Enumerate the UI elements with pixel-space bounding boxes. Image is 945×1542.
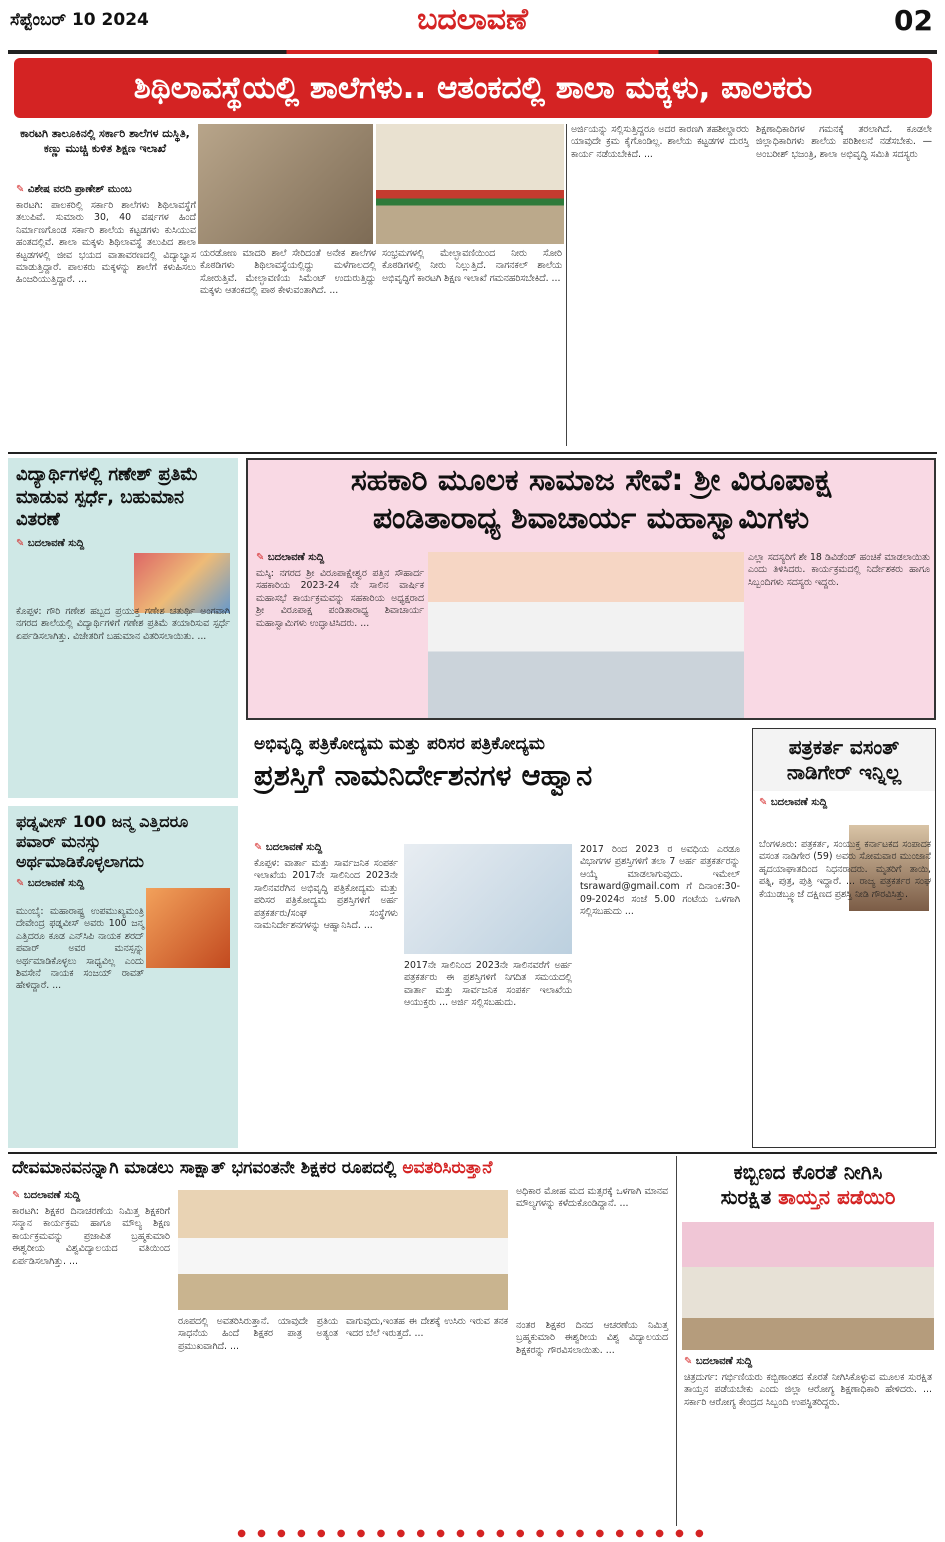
story6-headline-1: ಪತ್ರಕರ್ತ ವಸಂತ್ bbox=[753, 729, 935, 760]
page-number: 02 bbox=[894, 4, 933, 37]
edition-date: ಸೆಪ್ಟೆಂಬರ್ 10 2024 bbox=[10, 10, 149, 30]
story5-col3: 2017 ರಿಂದ 2023 ರ ಅವಧಿಯ ಎರಡೂ ವಿಭಾಗಗಳ ಪ್ರಶಸ್ತಿಗಳಿಗೆ ತಲಾ 7 ಅರ್ಹ ಪತ್ರಕರ್ತರನ್ನು ಆಯ್ಕೆ ಮಾಡಲಾಗುವುದು. ಇಮೇಲ್ tsraward@gmail.com ಗೆ ದಿನಾಂಕ:30-09-2024ರ ಸಂಜೆ 5.00 ಗಂಟೆಯ ಒಳಗಾಗಿ ಸಲ್ಲಿಸಬಹುದು ... bbox=[580, 844, 740, 918]
story3-photo bbox=[146, 888, 230, 968]
story5-col2: 2017ನೇ ಸಾಲಿನಿಂದ 2023ನೇ ಸಾಲಿನವರೆಗೆ ಅರ್ಹ ಪತ್ರಕರ್ತರು ಈ ಪ್ರಶಸ್ತಿಗಳಿಗೆ ನಿಗದಿತ ಸಮಯದಲ್ಲಿ ವಾರ್ತಾ ಮತ್ತು ಸಾರ್ವಜನಿಕ ಸಂಪರ್ಕ ಇಲಾಖೆಯ ಆಯುಕ್ತರು ... ಅರ್ಜಿ ಸಲ್ಲಿಸಬಹುದು. bbox=[404, 960, 572, 1009]
story1-col2: ಯರಡೋಣ ಮಾದರಿ ಶಾಲೆ ಸೇರಿದಂತೆ ಅನೇಕ ಶಾಲೆಗಳ ಕೊಠಡಿಗಳು ಶಿಥಿಲಾವಸ್ಥೆಯಲ್ಲಿದ್ದು ಮಳೆಗಾಲದಲ್ಲಿ ಸೋರುತ್ತಿವೆ. ಮೇಲ್ಛಾವಣಿಯ ಸಿಮೆಂಟ್ ಉದುರುತ್ತಿದ್ದು ಮಕ್ಕಳು ಆತಂಕದಲ್ಲಿ ಪಾಠ ಕೇಳುವಂತಾಗಿದೆ. ... bbox=[200, 248, 376, 297]
story1-col3: ಸಂಭ್ರಮಗಳಲ್ಲಿ ಮೇಲ್ಛಾವಣಿಯಿಂದ ನೀರು ಸೋರಿ ಕೊಠಡಿಗಳಲ್ಲಿ ನೀರು ನಿಲ್ಲುತ್ತಿದೆ. ನಾಗನಕಲ್ ಶಾಲೆಯ ಅಭಿವೃದ್ಧಿಗೆ ಕಾರಟಗಿ ಶಿಕ್ಷಣ ಇಲಾಖೆ ಗಮನಹರಿಸಬೇಕಿದೆ. ... bbox=[382, 248, 562, 284]
story7-box bbox=[8, 1156, 672, 1526]
story4-headline-1: ಸಹಕಾರಿ ಮೂಲಕ ಸಾಮಾಜ ಸೇವೆ: ಶ್ರೀ ವಿರೂಪಾಕ್ಷ bbox=[350, 463, 832, 498]
story8-headline-1: ಕಬ್ಬಿಣದ ಕೊರತೆ ನೀಗಿಸಿ bbox=[733, 1160, 883, 1184]
story8-body: ಚಿತ್ರದುರ್ಗ: ಗರ್ಭಿಣಿಯರು ಕಬ್ಬಿಣಾಂಶದ ಕೊರತೆ ನೀಗಿಸಿಕೊಳ್ಳುವ ಮೂಲಕ ಸುರಕ್ಷಿತ ತಾಯ್ತನ ಪಡೆಯಬೇಕು ಎಂದು ಜಿಲ್ಲಾ ಆರೋಗ್ಯ ಶಿಕ್ಷಣಾಧಿಕಾರಿ ಹೇಳಿದರು. ... ಸರ್ಕಾರಿ ಆರೋಗ್ಯ ಕೇಂದ್ರದ ಸಿಬ್ಬಂದಿ ಉಪಸ್ಥಿತರಿದ್ದರು. bbox=[684, 1372, 932, 1408]
story1-headline: ಶಿಥಿಲಾವಸ್ಥೆಯಲ್ಲಿ ಶಾಲೆಗಳು.. ಆತಂಕದಲ್ಲಿ ಶಾಲಾ ಮಕ್ಕಳು, ಪಾಲಕರು bbox=[14, 58, 932, 118]
story5-byline: ✎ ಬದಲಾವಣೆ ಸುದ್ದಿ bbox=[254, 842, 322, 853]
story4-photo bbox=[428, 552, 744, 718]
story1-col4: ಅರ್ಜಿಯನ್ನು ಸಲ್ಲಿಸುತ್ತಿದ್ದರೂ ಅದರ ಕಾರಣಗಿ ತಹಶೀಲ್ದಾರರು ಯಾವುದೇ ಕ್ರಮ ಕೈಗೊಂಡಿಲ್ಲ. ಶಾಲೆಯ ಕಟ್ಟಡಗಳ ದುರಸ್ತಿ ಕಾರ್ಯ ನಡೆಯಬೇಕಿದೆ. ... bbox=[571, 124, 749, 160]
story1-byline: ✎ ವಿಶೇಷ ವರದಿ ಪ್ರಾಣೇಶ್ ಮುಂಬ bbox=[16, 184, 132, 195]
story8-box bbox=[680, 1156, 936, 1526]
story5-col1: ಕೊಪ್ಪಳ: ವಾರ್ತಾ ಮತ್ತು ಸಾರ್ವಜನಿಕ ಸಂಪರ್ಕ ಇಲಾಖೆಯ 2017ನೇ ಸಾಲಿನಿಂದ 2023ನೇ ಸಾಲಿನವರೆಗಿನ ಅಭಿವೃದ್ಧಿ ಪತ್ರಿಕೋದ್ಯಮ ಮತ್ತು ಪರಿಸರ ಪತ್ರಿಕೋದ್ಯಮ ಪ್ರಶಸ್ತಿಗಳಿಗೆ ಅರ್ಹ ಪತ್ರಕರ್ತರು/ಸಂಘ ಸಂಸ್ಥೆಗಳು ನಾಮನಿರ್ದೇಶನಗಳನ್ನು ಆಹ್ವಾನಿಸಿದೆ. ... bbox=[254, 858, 398, 932]
story4-byline: ✎ ಬದಲಾವಣೆ ಸುದ್ದಿ bbox=[256, 552, 324, 563]
story4-box bbox=[246, 458, 936, 720]
story7-col4: ಅಧಿಕಾರ ಮೋಹ ಮದ ಮತ್ಸರಕ್ಕೆ ಒಳಗಾಗಿ ಮಾನವ ಮೌಲ್ಯಗಳನ್ನು ಕಳೆದುಕೊಂಡಿದ್ದಾನೆ. ... bbox=[516, 1186, 668, 1210]
story7-col5: ನಂತರ ಶಿಕ್ಷಕರ ದಿನದ ಆಚರಣೆಯ ನಿಮಿತ್ತ ಬ್ರಹ್ಮಕುಮಾರಿ ಈಶ್ವರೀಯ ವಿಶ್ವ ವಿದ್ಯಾಲಯದ ಶಿಕ್ಷಕರನ್ನು ಗೌರವಿಸಲಾಯಿತು. ... bbox=[516, 1320, 668, 1356]
story2-body: ಕೊಪ್ಪಳ: ಗೌರಿ ಗಣೇಶ ಹಬ್ಬದ ಪ್ರಯುಕ್ತ ಗಣೇಶ ಚತುರ್ಥಿ ಅಂಗವಾಗಿ ನಗರದ ಶಾಲೆಯಲ್ಲಿ ವಿದ್ಯಾರ್ಥಿಗಳಿಗೆ ಗಣೇಶ ಪ್ರತಿಮೆ ತಯಾರಿಸುವ ಸ್ಪರ್ಧೆ ಏರ್ಪಡಿಸಲಾಗಿತ್ತು. ವಿಜೇತರಿಗೆ ಬಹುಮಾನ ವಿತರಿಸಲಾಯಿತು. ... bbox=[16, 606, 230, 642]
story1-col1: ಕಾರಟಗಿ: ಪಾಲಕರಿಲ್ಲಿ ಸರ್ಕಾರಿ ಶಾಲೆಗಳು ಶಿಥಿಲಾವಸ್ಥೆಗೆ ತಲುಪಿವೆ. ಸುಮಾರು 30, 40 ವರ್ಷಗಳ ಹಿಂದೆ ನಿರ್ಮಾಣಗೊಂಡ ಸರ್ಕಾರಿ ಶಾಲೆಯ ಕಟ್ಟಡಗಳು ಕುಸಿಯುವ ಹಂತದಲ್ಲಿವೆ. ಶಾಲಾ ಮಕ್ಕಳು ಶಿಥಿಲಾವಸ್ಥೆ ತಲುಪಿದ ಶಾಲಾ ಕಟ್ಟಡಗಳಲ್ಲಿ ಜೀವ ಭಯದ ವಾತಾವರಣದಲ್ಲಿ ವಿದ್ಯಾಭ್ಯಾಸ ಮಾಡುತ್ತಿದ್ದಾರೆ. ಪಾಲಕರು ಮಕ್ಕಳನ್ನು ಶಾಲೆಗೆ ಕಳುಹಿಸಲು ಹಿಂಜರಿಯುತ್ತಿದ್ದಾರೆ. ... bbox=[16, 200, 196, 286]
story7-col1: ಕಾರಟಗಿ: ಶಿಕ್ಷಕರ ದಿನಾಚರಣೆಯ ನಿಮಿತ್ತ ಶಿಕ್ಷಕರಿಗೆ ಸನ್ಮಾನ ಕಾರ್ಯಕ್ರಮ ಹಾಗೂ ಮೌಲ್ಯ ಶಿಕ್ಷಣ ಕಾರ್ಯಕ್ರಮವನ್ನು ಪ್ರಜಾಪಿತ ಬ್ರಹ್ಮಕುಮಾರಿ ಈಶ್ವರೀಯ ವಿಶ್ವವಿದ್ಯಾಲಯದ ವತಿಯಿಂದ ಏರ್ಪಡಿಸಲಾಗಿತ್ತು. ... bbox=[12, 1206, 170, 1267]
story4-col1: ಮಸ್ಕಿ: ನಗರದ ಶ್ರೀ ವಿರೂಪಾಕ್ಷೇಶ್ವರ ಪತ್ತಿನ ಸೌಹಾರ್ದ ಸಹಕಾರಿಯ 2023-24 ನೇ ಸಾಲಿನ ವಾರ್ಷಿಕ ಮಹಾಸಭೆ ಕಾರ್ಯಕ್ರಮವನ್ನು ಸಹಕಾರಿಯ ಅಧ್ಯಕ್ಷರಾದ ಶ್ರೀ ವಿರೂಪಾಕ್ಷ ಪಂಡಿತಾರಾಧ್ಯ ಶಿವಾಚಾರ್ಯ ಮಹಾಸ್ವಾಮಿಗಳು ಉದ್ಘಾಟಿಸಿದರು. ... bbox=[256, 568, 424, 629]
story6-byline: ✎ ಬದಲಾವಣೆ ಸುದ್ದಿ bbox=[753, 791, 935, 808]
story5-box bbox=[246, 728, 746, 1148]
story6-headline-2: ನಾಡಿಗೇರ್ ಇನ್ನಿಲ್ಲ bbox=[753, 760, 935, 791]
story7-col2: ರೂಪದಲ್ಲಿ ಅವತರಿಸಿರುತ್ತಾನೆ. ಯಾವುದೇ ಪ್ರತಿಯ ಸಾಧನೆಯ ಹಿಂದೆ ಶಿಕ್ಷಕರ ಪಾತ್ರ ಅತ್ಯಂತ ಪ್ರಮುಖವಾಗಿದೆ. ... bbox=[178, 1316, 338, 1352]
story7-photo bbox=[178, 1190, 508, 1310]
story6-body: ಬೆಂಗಳೂರು: ಪತ್ರಕರ್ತ, ಸಂಯುಕ್ತ ಕರ್ನಾಟಕದ ಸಂಪಾದಕ ವಸಂತ ನಾಡಿಗೇರ (59) ಅವರು ಸೋಮವಾರ ಮುಂಜಾನೆ ಹೃದಯಾಘಾತದಿಂದ ನಿಧನರಾದರು. ಮೃತರಿಗೆ ತಾಯಿ, ಪತ್ನಿ, ಪುತ್ರ, ಪುತ್ರಿ ಇದ್ದಾರೆ. ... ರಾಜ್ಯ ಪತ್ರಕರ್ತರ ಸಂಘ ಕೆಯುಡಬ್ಲ್ಯೂಜೆ ದಕ್ಷಿಣದ ಪ್ರಶಸ್ತಿ ನೀಡಿ ಗೌರವಿಸಿತ್ತು. bbox=[759, 839, 931, 900]
masthead-title: ಬದಲಾವಣೆ bbox=[417, 2, 528, 37]
story8-byline: ✎ ಬದಲಾವಣೆ ಸುದ್ದಿ bbox=[684, 1356, 752, 1367]
story5-illustration bbox=[404, 844, 572, 954]
story2-headline: ವಿದ್ಯಾರ್ಥಿಗಳಲ್ಲಿ ಗಣೇಶ್ ಪ್ರತಿಮೆ ಮಾಡುವ ಸ್ಪರ್ಧೆ, ಬಹುಮಾನ ವಿತರಣೆ bbox=[16, 464, 199, 530]
header-rule bbox=[8, 50, 937, 54]
story2-photo bbox=[134, 553, 230, 613]
story4-headline-2: ಪಂಡಿತಾರಾಧ್ಯ ಶಿವಾಚಾರ್ಯ ಮಹಾಸ್ವಾಮಿಗಳು bbox=[372, 500, 810, 536]
story1-col5: ಶಿಕ್ಷಣಾಧಿಕಾರಿಗಳ ಗಮನಕ್ಕೆ ತರಲಾಗಿದೆ. ಕೂಡಲೇ ಜಿಲ್ಲಾಧಿಕಾರಿಗಳು ಶಾಲೆಯ ಪರಿಶೀಲನೆ ನಡೆಸಬೇಕು. — ಅಂಬರೀಶ್ ಭಜಂತ್ರಿ, ಶಾಲಾ ಅಭಿವೃದ್ಧಿ ಸಮಿತಿ ಸದಸ್ಯರು bbox=[756, 124, 932, 160]
story8-headline-2a: ಸುರಕ್ಷಿತ bbox=[720, 1185, 779, 1209]
story3-body-top: ಮುಂಬೈ: ಮಹಾರಾಷ್ಟ್ರ ಉಪಮುಖ್ಯಮಂತ್ರಿ ದೇವೇಂದ್ರ ಫಡ್ನವೀಸ್ ಅವರು 100 ಜನ್ಮ ಎತ್ತಿದರೂ ಕೂಡ ಎನ್‌ಸಿಪಿ ನಾಯಕ ಶರದ್ ಪವಾರ್ ಅವರ ಮನಸ್ಸನ್ನು ಅರ್ಥಮಾಡಿಕೊಳ್ಳಲು ಸಾಧ್ಯವಿಲ್ಲ ಎಂದು ಶಿವಸೇನೆ ನಾಯಕ ಸಂಜಯ್ ರಾವತ್ ಹೇಳಿದ್ದಾರೆ. ... bbox=[16, 906, 144, 992]
story7-headline-b: ಅವತರಿಸಿರುತ್ತಾನೆ bbox=[402, 1158, 493, 1178]
story3-byline: ✎ ಬದಲಾವಣೆ ಸುದ್ದಿ bbox=[8, 878, 238, 889]
story2-byline: ✎ ಬದಲಾವಣೆ ಸುದ್ದಿ bbox=[8, 538, 238, 549]
story4-col3: ಎಲ್ಲಾ ಸದಸ್ಯರಿಗೆ ಶೇ 18 ಡಿವಿಡೆಂಡ್ ಹಂಚಿಕೆ ಮಾಡಲಾಯಿತು ಎಂದು ತಿಳಿಸಿದರು. ಕಾರ್ಯಕ್ರಮದಲ್ಲಿ ನಿರ್ದೇಶಕರು ಹಾಗೂ ಸಿಬ್ಬಂದಿಗಳು ಸದಸ್ಯರು ಇದ್ದರು. bbox=[748, 552, 930, 588]
story1-photo-classroom bbox=[376, 124, 564, 244]
story7-headline-a: ದೇವಮಾನವನನ್ನಾಗಿ ಮಾಡಲು ಸಾಕ್ಷಾತ್ ಭಗವಂತನೇ ಶಿಕ್ಷಕರ ರೂಪದಲ್ಲಿ bbox=[12, 1158, 403, 1178]
section-rule bbox=[8, 1152, 937, 1154]
story2-box bbox=[8, 458, 238, 798]
story7-byline: ✎ ಬದಲಾವಣೆ ಸುದ್ದಿ bbox=[12, 1190, 80, 1201]
footer-dots: ● ● ● ● ● ● ● ● ● ● ● ● ● ● ● ● ● ● ● ● ● ● ● ● bbox=[237, 1528, 708, 1539]
section-rule bbox=[8, 452, 937, 454]
story3-box bbox=[8, 806, 238, 1148]
story1-lead: ಕಾರಟಗಿ ತಾಲೂಕಿನಲ್ಲಿ ಸರ್ಕಾರಿ ಶಾಲೆಗಳ ದುಸ್ಥಿತಿ, ಕಣ್ಣು ಮುಚ್ಚಿ ಕುಳಿತ ಶಿಕ್ಷಣ ಇಲಾಖೆ bbox=[20, 127, 190, 156]
column-rule bbox=[566, 124, 567, 446]
story1-photo-ceiling bbox=[198, 124, 373, 244]
story7-col3: ವಾಗುವುದು,ಇಂತಹ ಈ ದೇಶಕ್ಕೆ ಉಸಿರು ಇರುವ ತನಕ ಇದರ ಬೆಲೆ ಇರುತ್ತದೆ. ... bbox=[346, 1316, 508, 1340]
story5-headline-2: ಪ್ರಶಸ್ತಿಗೆ ನಾಮನಿರ್ದೇಶನಗಳ ಆಹ್ವಾನ bbox=[254, 758, 593, 793]
story5-headline-1: ಅಭಿವೃದ್ಧಿ ಪತ್ರಿಕೋದ್ಯಮ ಮತ್ತು ಪರಿಸರ ಪತ್ರಿಕೋದ್ಯಮ bbox=[254, 734, 545, 754]
story6-box bbox=[752, 728, 936, 1148]
story8-photo bbox=[682, 1222, 934, 1350]
story8-headline-2b: ತಾಯ್ತನ ಪಡೆಯಿರಿ bbox=[778, 1185, 896, 1209]
story3-headline: ಫಡ್ನವೀಸ್ 100 ಜನ್ಮ ಎತ್ತಿದರೂ ಪವಾರ್ ಮನಸ್ಸು ಅರ್ಥಮಾಡಿಕೊಳ್ಳಲಾಗದು bbox=[16, 812, 189, 871]
column-rule bbox=[676, 1156, 677, 1526]
